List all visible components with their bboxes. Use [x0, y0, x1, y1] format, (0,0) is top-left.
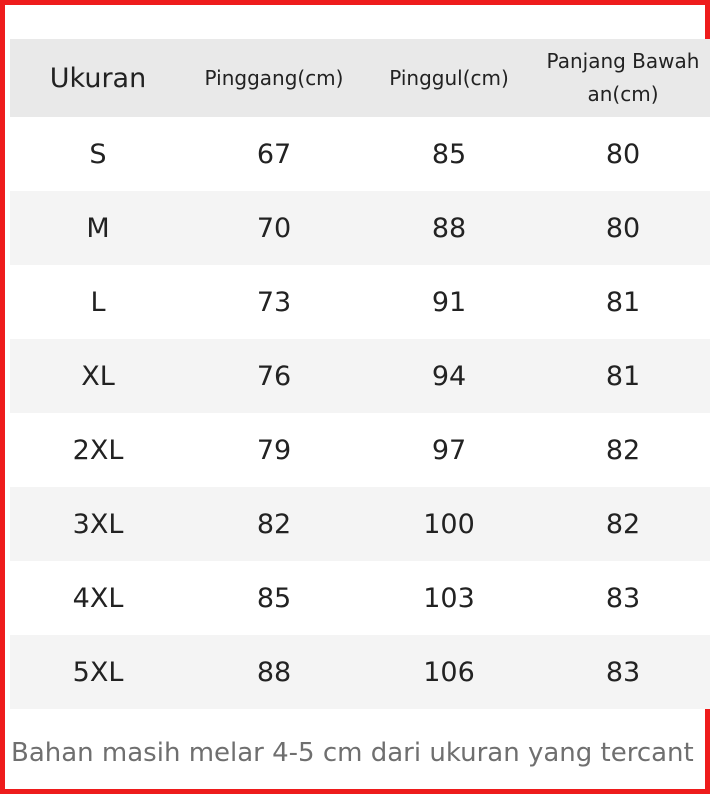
cell-hip: 100 [423, 508, 475, 540]
cell-size: XL [81, 360, 115, 392]
table-row [10, 339, 710, 413]
header-length-line1: Panjang Bawah [546, 49, 700, 73]
cell-size: L [90, 286, 106, 318]
cell-size: 2XL [72, 434, 124, 466]
cell-size: 5XL [72, 656, 124, 688]
header-length [536, 39, 710, 117]
cell-length: 83 [605, 656, 641, 688]
cell-hip: 85 [431, 138, 467, 170]
cell-waist: 79 [256, 434, 292, 466]
cell-waist: 82 [256, 508, 292, 540]
table-row [10, 265, 710, 339]
cell-length: 80 [605, 138, 641, 170]
table-row [10, 191, 710, 265]
header-size: Ukuran [49, 62, 147, 94]
header-waist: Pinggang(cm) [204, 65, 344, 90]
cell-hip: 88 [431, 212, 467, 244]
table-row [10, 413, 710, 487]
cell-hip: 97 [431, 434, 467, 466]
cell-length: 83 [605, 582, 641, 614]
header-hip: Pinggul(cm) [389, 65, 509, 90]
table-row [10, 561, 710, 635]
cell-hip: 91 [431, 286, 467, 318]
cell-length: 82 [605, 508, 641, 540]
cell-length: 81 [605, 360, 641, 392]
cell-hip: 94 [431, 360, 467, 392]
table-row [10, 487, 710, 561]
cell-hip: 103 [423, 582, 475, 614]
size-chart-table [10, 39, 710, 709]
cell-waist: 67 [256, 138, 292, 170]
cell-size: M [86, 212, 110, 244]
table-header-row [10, 39, 710, 117]
stretch-note: Bahan masih melar 4-5 cm dari ukuran yang tercant [11, 738, 694, 768]
header-length-line2: an(cm) [587, 82, 659, 106]
cell-hip: 106 [423, 656, 475, 688]
cell-length: 81 [605, 286, 641, 318]
table-row [10, 117, 710, 191]
cell-waist: 85 [256, 582, 292, 614]
cell-size: S [89, 138, 107, 170]
table-row [10, 635, 710, 709]
cell-waist: 76 [256, 360, 292, 392]
cell-waist: 73 [256, 286, 292, 318]
cell-length: 82 [605, 434, 641, 466]
cell-length: 80 [605, 212, 641, 244]
cell-size: 4XL [72, 582, 124, 614]
cell-waist: 88 [256, 656, 292, 688]
cell-waist: 70 [256, 212, 292, 244]
cell-size: 3XL [72, 508, 124, 540]
